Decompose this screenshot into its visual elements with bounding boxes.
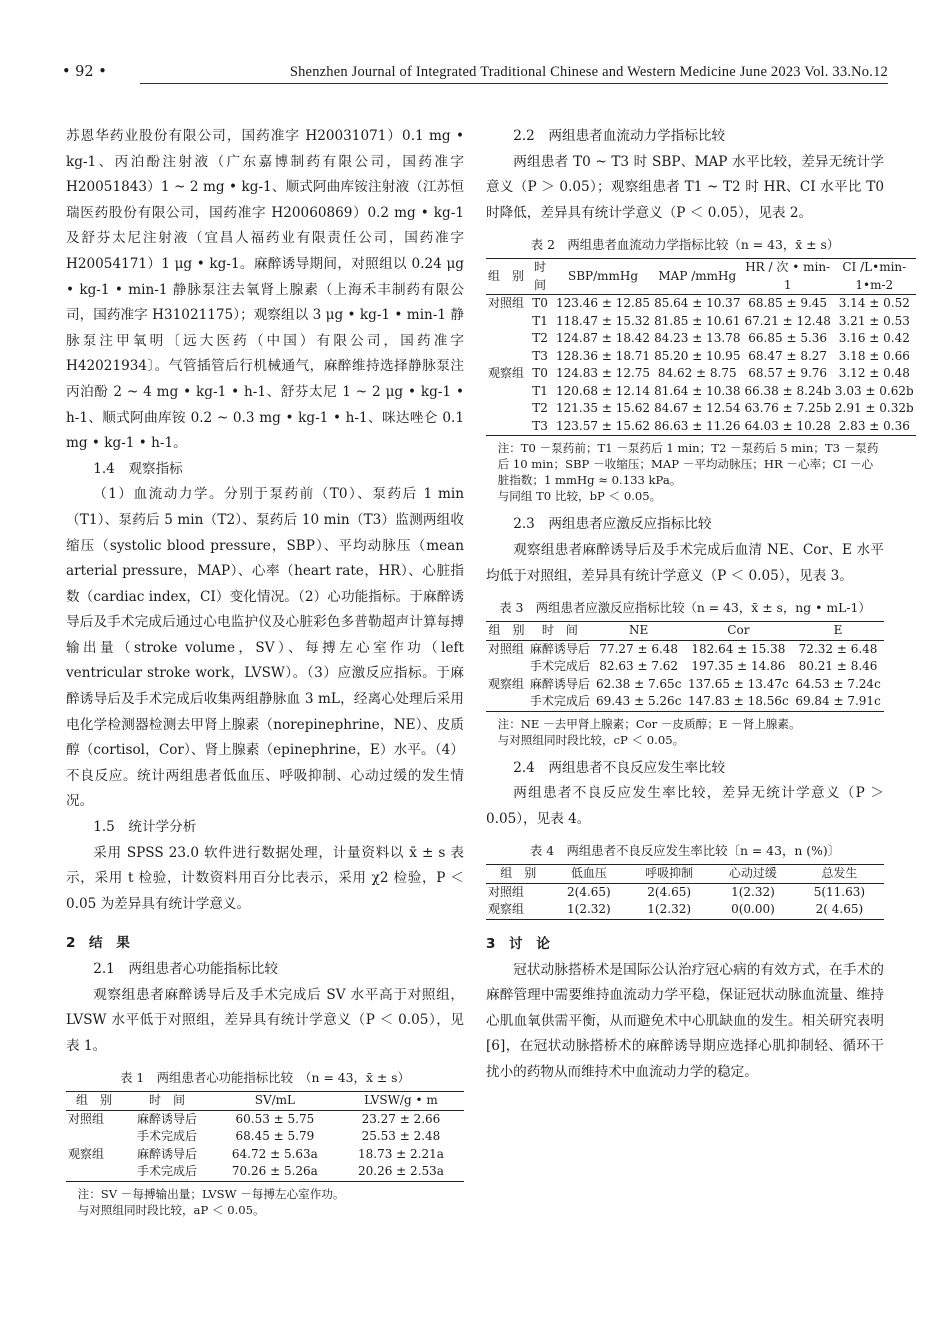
table-cell: 68.45 ± 5.79 (235, 1129, 315, 1144)
section-heading: 2 结 果 (66, 935, 130, 952)
table-cell: 128.36 ± 18.71 (556, 348, 651, 363)
table-cell: 2( 4.65) (815, 902, 864, 917)
section-heading: 2.2 两组患者血流动力学指标比较 (513, 128, 726, 144)
table-cell: T1 (532, 383, 548, 398)
table-1 (66, 1069, 464, 1218)
right-column (486, 124, 914, 1086)
table-cell: 66.38 ± 8.24b (744, 383, 831, 398)
table-header: 组 别 (486, 259, 526, 295)
table-row (486, 640, 884, 658)
table-cell: 85.64 ± 10.37 (654, 296, 741, 311)
table-row (66, 1128, 464, 1146)
paragraph: （1）血流动力学。分别于泵药前（T0）、泵药后 1 min（T1）、泵药后 5 min（T2）、泵药后 10 min（T3）监测两组收缩压（systolic blood pressure，SBP）、平均动脉压（mean arterial pressure，MAP）、心率（heart rate，HR）、心脏指数（cardiac index，CI）变化情况。（2）心功能指标。于麻醉诱导后及手术完成后通过心电监护仪及心脏彩色多普勒超声计算每搏输出量（stroke volume，SV）、每搏左心室作功（left ventricular stroke work，LVSW）。（3）应激反应指标。于麻醉诱导后及手术完成后收集两组静脉血 3 mL，经离心处理后采用电化学检测器检测去甲肾上腺素（norepinephrine，NE）、皮质醇（cortisol，Cor）、肾上腺素（epinephrine，E）水平。（4）不良反应。统计两组患者低血压、呼吸抑制、心动过缓的发生情况。 (66, 486, 464, 810)
table-cell (486, 330, 526, 348)
table-cell: 120.68 ± 12.14 (556, 383, 651, 398)
table-cell: 121.35 ± 15.62 (556, 401, 651, 416)
table-cell: 对照组 (488, 296, 525, 311)
section-heading: 3 讨 论 (486, 935, 550, 952)
table-cell: 84.62 ± 8.75 (657, 366, 737, 381)
table-cell: 80.21 ± 8.46 (798, 659, 878, 674)
table-cell: 2.83 ± 0.36 (838, 418, 910, 433)
table-cell: 123.57 ± 15.62 (556, 418, 651, 433)
table-cell: 197.35 ± 14.86 (691, 659, 786, 674)
table-header: MAP /mmHg (652, 259, 742, 295)
section-heading: 1.5 统计学分析 (93, 819, 197, 836)
table-cell: 137.65 ± 13.47c (687, 676, 789, 691)
table-cell: 手术完成后 (529, 694, 590, 709)
table-cell: 观察组 (488, 366, 525, 381)
table-cell: 3.03 ± 0.62b (834, 383, 914, 398)
table-cell (66, 1128, 122, 1146)
table-row (66, 1163, 464, 1181)
table-cell: 2.91 ± 0.32b (834, 401, 914, 416)
table-row (486, 693, 884, 711)
paragraph: 苏恩华药业股份有限公司，国药准字 H20031071）0.1 mg • kg-1、丙泊酚注射液（广东嘉博制药有限公司，国药准字 H20051843）1 ~ 2 mg • kg-1、顺式阿曲库铵注射液（江苏恒瑞医药股份有限公司，国药准字 H20060869）0.2 mg • kg-1 及舒芬太尼注射液（宜昌人福药业有限责任公司，国药准字 H20054171）1 μg • kg-1。麻醉诱导期间，对照组以 0.24 μg • kg-1 • min-1 静脉泵注去氧肾上腺素（上海禾丰制药有限公司，国药准字 H31021175）；观察组以 3 μg • kg-1 • min-1 静脉泵注甲氧明〔远大医药（中国）有限公司，国药准字 H42021934〕。气管插管后行机械通气，麻醉维持选择静脉泵注丙泊酚 2 ~ 4 mg • kg-1 • h-1、舒芬太尼 1 ~ 2 μg • kg-1 • h-1、顺式阿曲库铵 0.2 ~ 0.3 mg • kg-1 • h-1、咪达唑仑 0.1 mg • kg-1 • h-1。 (66, 128, 464, 452)
table-cell (486, 693, 527, 711)
table-header: CI /L•min-1•m-2 (833, 259, 916, 295)
table-header: 呼吸抑制 (627, 865, 711, 884)
table-cell: 124.87 ± 18.42 (556, 331, 651, 346)
table-header: 时 间 (122, 1092, 212, 1111)
table-cell: T2 (532, 401, 548, 416)
table-cell: 麻醉诱导后 (136, 1146, 197, 1161)
section-heading: 2.4 两组患者不良反应发生率比较 (513, 759, 726, 776)
table-cell (486, 313, 526, 331)
section-heading: 1.4 观察指标 (93, 460, 183, 477)
table-cell: 84.67 ± 12.54 (654, 401, 741, 416)
table-cell: 182.64 ± 15.38 (691, 641, 786, 656)
table-cell: T2 (532, 331, 548, 346)
table-cell: 观察组 (488, 676, 525, 691)
table-cell: 62.38 ± 7.65c (595, 676, 682, 691)
table-cell: 对照组 (488, 641, 525, 656)
table-cell (66, 1163, 122, 1181)
table-caption: 表 3 两组患者应激反应指标比较（n = 43，x̄ ± s，ng • mL-1） (499, 600, 871, 616)
table-cell: T0 (532, 366, 548, 381)
table-row (486, 901, 884, 919)
table-cell: 124.83 ± 12.75 (556, 366, 651, 381)
table-cell: 20.26 ± 2.53a (357, 1164, 444, 1179)
table-cell: 147.83 ± 18.56c (687, 694, 789, 709)
table-cell: 86.63 ± 11.26 (654, 418, 741, 433)
table-cell: 68.85 ± 9.45 (748, 296, 828, 311)
table-cell (486, 418, 526, 436)
table-cell: 观察组 (488, 902, 525, 917)
table-cell: 25.53 ± 2.48 (361, 1129, 441, 1144)
table-cell (486, 348, 526, 366)
table-header: SBP/mmHg (554, 259, 652, 295)
table-caption: 表 4 两组患者不良反应发生率比较〔n = 43，n (%)〕 (529, 843, 841, 859)
table-header: 组 别 (486, 865, 550, 884)
table-cell: 3.21 ± 0.53 (838, 313, 910, 328)
table-row (66, 1146, 464, 1164)
table-cell: 手术完成后 (136, 1164, 197, 1179)
table-cell: 70.26 ± 5.26a (231, 1164, 318, 1179)
table-2 (486, 236, 914, 504)
table-caption: 表 1 两组患者心功能指标比较 （n = 43，x̄ ± s） (120, 1070, 410, 1086)
table-cell: 123.46 ± 12.85 (556, 296, 651, 311)
table-cell: 3.16 ± 0.42 (838, 331, 910, 346)
table-caption: 表 2 两组患者血流动力学指标比较（n = 43，x̄ ± s） (530, 237, 840, 253)
table-cell: 64.03 ± 10.28 (744, 418, 831, 433)
paragraph: 两组患者 T0 ~ T3 时 SBP、MAP 水平比较，差异无统计学意义（P ＞ 0.05）；观察组患者 T1 ~ T2 时 HR、CI 水平比 T0 时降低，差异具有统计学意义（P ＜ 0.05），见表 2。 (486, 153, 884, 221)
section-heading: 2.1 两组患者心功能指标比较 (93, 961, 278, 977)
table-note: 注：NE －去甲肾上腺素；Cor －皮质醇；E －肾上腺素。 (497, 716, 801, 731)
table-cell: 68.57 ± 9.76 (748, 366, 828, 381)
table-cell: 1(2.32) (567, 902, 611, 917)
table-3 (486, 599, 884, 748)
table-cell: 64.53 ± 7.24c (795, 676, 881, 691)
header-rule (140, 83, 888, 84)
table-header: 总发生 (795, 865, 884, 884)
table-note: 与同组 T0 比较，bP ＜ 0.05。 (497, 489, 662, 504)
left-column (66, 124, 464, 1218)
table-row (486, 295, 916, 313)
table-cell: 23.27 ± 2.66 (361, 1111, 441, 1126)
table-header: 低血压 (550, 865, 627, 884)
table-row (486, 313, 916, 331)
table-cell: 68.47 ± 8.27 (748, 348, 828, 363)
table-row (486, 400, 916, 418)
table-cell: 0(0.00) (731, 902, 775, 917)
table-cell: 81.85 ± 10.61 (654, 313, 741, 328)
table-note: 注：SV －每搏输出量；LVSW －每搏左心室作功。 (77, 1186, 345, 1201)
table-cell (486, 400, 526, 418)
table-header: HR / 次 • min-1 (742, 259, 832, 295)
table-cell: 72.32 ± 6.48 (798, 641, 878, 656)
table-header: SV/mL (212, 1092, 338, 1111)
table-row (486, 676, 884, 694)
paragraph: 采用 SPSS 23.0 软件进行数据处理，计量资料以 x̄ ± s 表示，采用 t 检验，计数资料用百分比表示，采用 χ2 检验，P ＜ 0.05 为差异具有统计学意义。 (66, 844, 464, 912)
table-row (486, 383, 916, 401)
table-cell: T3 (532, 418, 548, 433)
table-cell: T0 (532, 296, 548, 311)
table-row (66, 1110, 464, 1128)
section-heading: 2.3 两组患者应激反应指标比较 (513, 516, 712, 533)
page-number: • 92 • (62, 64, 107, 80)
table-note: 注：T0 －泵药前；T1 －泵药后 1 min；T2 －泵药后 5 min；T3 －泵药后 10 min；SBP －收缩压；MAP －平均动脉压；HR －心率；CI －心脏指数；1 mmHg ≈ 0.133 kPa。 (497, 441, 879, 488)
table-header: 心动过缓 (711, 865, 795, 884)
table-cell: 67.21 ± 12.48 (744, 313, 831, 328)
table-row (486, 418, 916, 436)
table-header: 时 间 (527, 622, 593, 641)
table-cell: 5(11.63) (813, 884, 866, 899)
table-cell (486, 658, 527, 676)
table-cell: T3 (532, 348, 548, 363)
table-row (486, 883, 884, 901)
paragraph: 两组患者不良反应发生率比较，差异无统计学意义（P ＞ 0.05），见表 4。 (486, 785, 884, 827)
table-cell: 手术完成后 (136, 1129, 197, 1144)
table-header: NE (593, 622, 685, 641)
running-header (62, 64, 888, 84)
table-4 (486, 842, 884, 920)
table-cell: 69.43 ± 5.26c (595, 694, 682, 709)
table-cell: 3.18 ± 0.66 (838, 348, 910, 363)
table-cell: 82.63 ± 7.62 (599, 659, 679, 674)
table-cell: 麻醉诱导后 (529, 676, 590, 691)
table-header: LVSW/g • m (338, 1092, 464, 1111)
table-header: 时 间 (526, 259, 554, 295)
table-cell: 118.47 ± 15.32 (556, 313, 651, 328)
table-cell: 2(4.65) (567, 884, 611, 899)
paragraph: 冠状动脉搭桥术是国际公认治疗冠心病的有效方式，在手术的麻醉管理中需要维持血流动力学平稳，保证冠状动脉血流量、维持心肌血氧供需平衡，从而避免术中心肌缺血的发生。相关研究表明 [6]，在冠状动脉搭桥术的麻醉诱导期应选择心肌抑制轻、循环干扰小的药物从而维持术中血流动力学的稳定。 (486, 961, 884, 1080)
paragraph: 观察组患者麻醉诱导后及手术完成后血清 NE、Cor、E 水平均低于对照组，差异具有统计学意义（P ＜ 0.05），见表 3。 (486, 541, 884, 584)
table-cell: 77.27 ± 6.48 (599, 641, 679, 656)
table-note: 与对照组同时段比较，aP ＜ 0.05。 (77, 1202, 265, 1217)
table-cell: T1 (532, 313, 548, 328)
table-cell: 84.23 ± 13.78 (654, 331, 741, 346)
table-cell: 2(4.65) (647, 884, 692, 899)
table-row (486, 658, 884, 676)
table-cell: 3.12 ± 0.48 (838, 366, 910, 381)
table-note: 与对照组同时段比较，cP ＜ 0.05。 (497, 732, 685, 747)
table-cell: 对照组 (488, 884, 525, 899)
table-cell: 60.53 ± 5.75 (235, 1111, 315, 1126)
table-cell: 81.64 ± 10.38 (654, 383, 741, 398)
table-cell (486, 383, 526, 401)
table-cell: 麻醉诱导后 (136, 1111, 197, 1126)
table-cell: 66.85 ± 5.36 (748, 331, 828, 346)
journal-title: Shenzhen Journal of Integrated Traditional Chinese and Western Medicine June 2023 Vol. 33.No.12 (289, 64, 888, 80)
table-cell: 69.84 ± 7.91c (795, 694, 881, 709)
table-cell: 18.73 ± 2.21a (357, 1146, 444, 1161)
table-cell: 1(2.32) (647, 902, 692, 917)
table-row (486, 330, 916, 348)
table-row (486, 348, 916, 366)
table-cell: 64.72 ± 5.63a (231, 1146, 318, 1161)
table-cell: 观察组 (68, 1146, 105, 1161)
table-cell: 85.20 ± 10.95 (654, 348, 741, 363)
table-cell: 3.14 ± 0.52 (838, 296, 910, 311)
paragraph: 观察组患者麻醉诱导后及手术完成后 SV 水平高于对照组，LVSW 水平低于对照组，差异具有统计学意义（P ＜ 0.05），见表 1。 (66, 986, 464, 1054)
table-cell: 1(2.32) (731, 884, 775, 899)
table-header: 组 别 (66, 1092, 122, 1111)
table-header: E (792, 622, 884, 641)
table-cell: 手术完成后 (529, 659, 590, 674)
table-cell: 对照组 (68, 1111, 105, 1126)
table-cell: 63.76 ± 7.25b (744, 401, 831, 416)
table-header: 组 别 (486, 622, 527, 641)
table-cell: 麻醉诱导后 (529, 641, 590, 656)
table-header: Cor (685, 622, 793, 641)
table-row (486, 365, 916, 383)
